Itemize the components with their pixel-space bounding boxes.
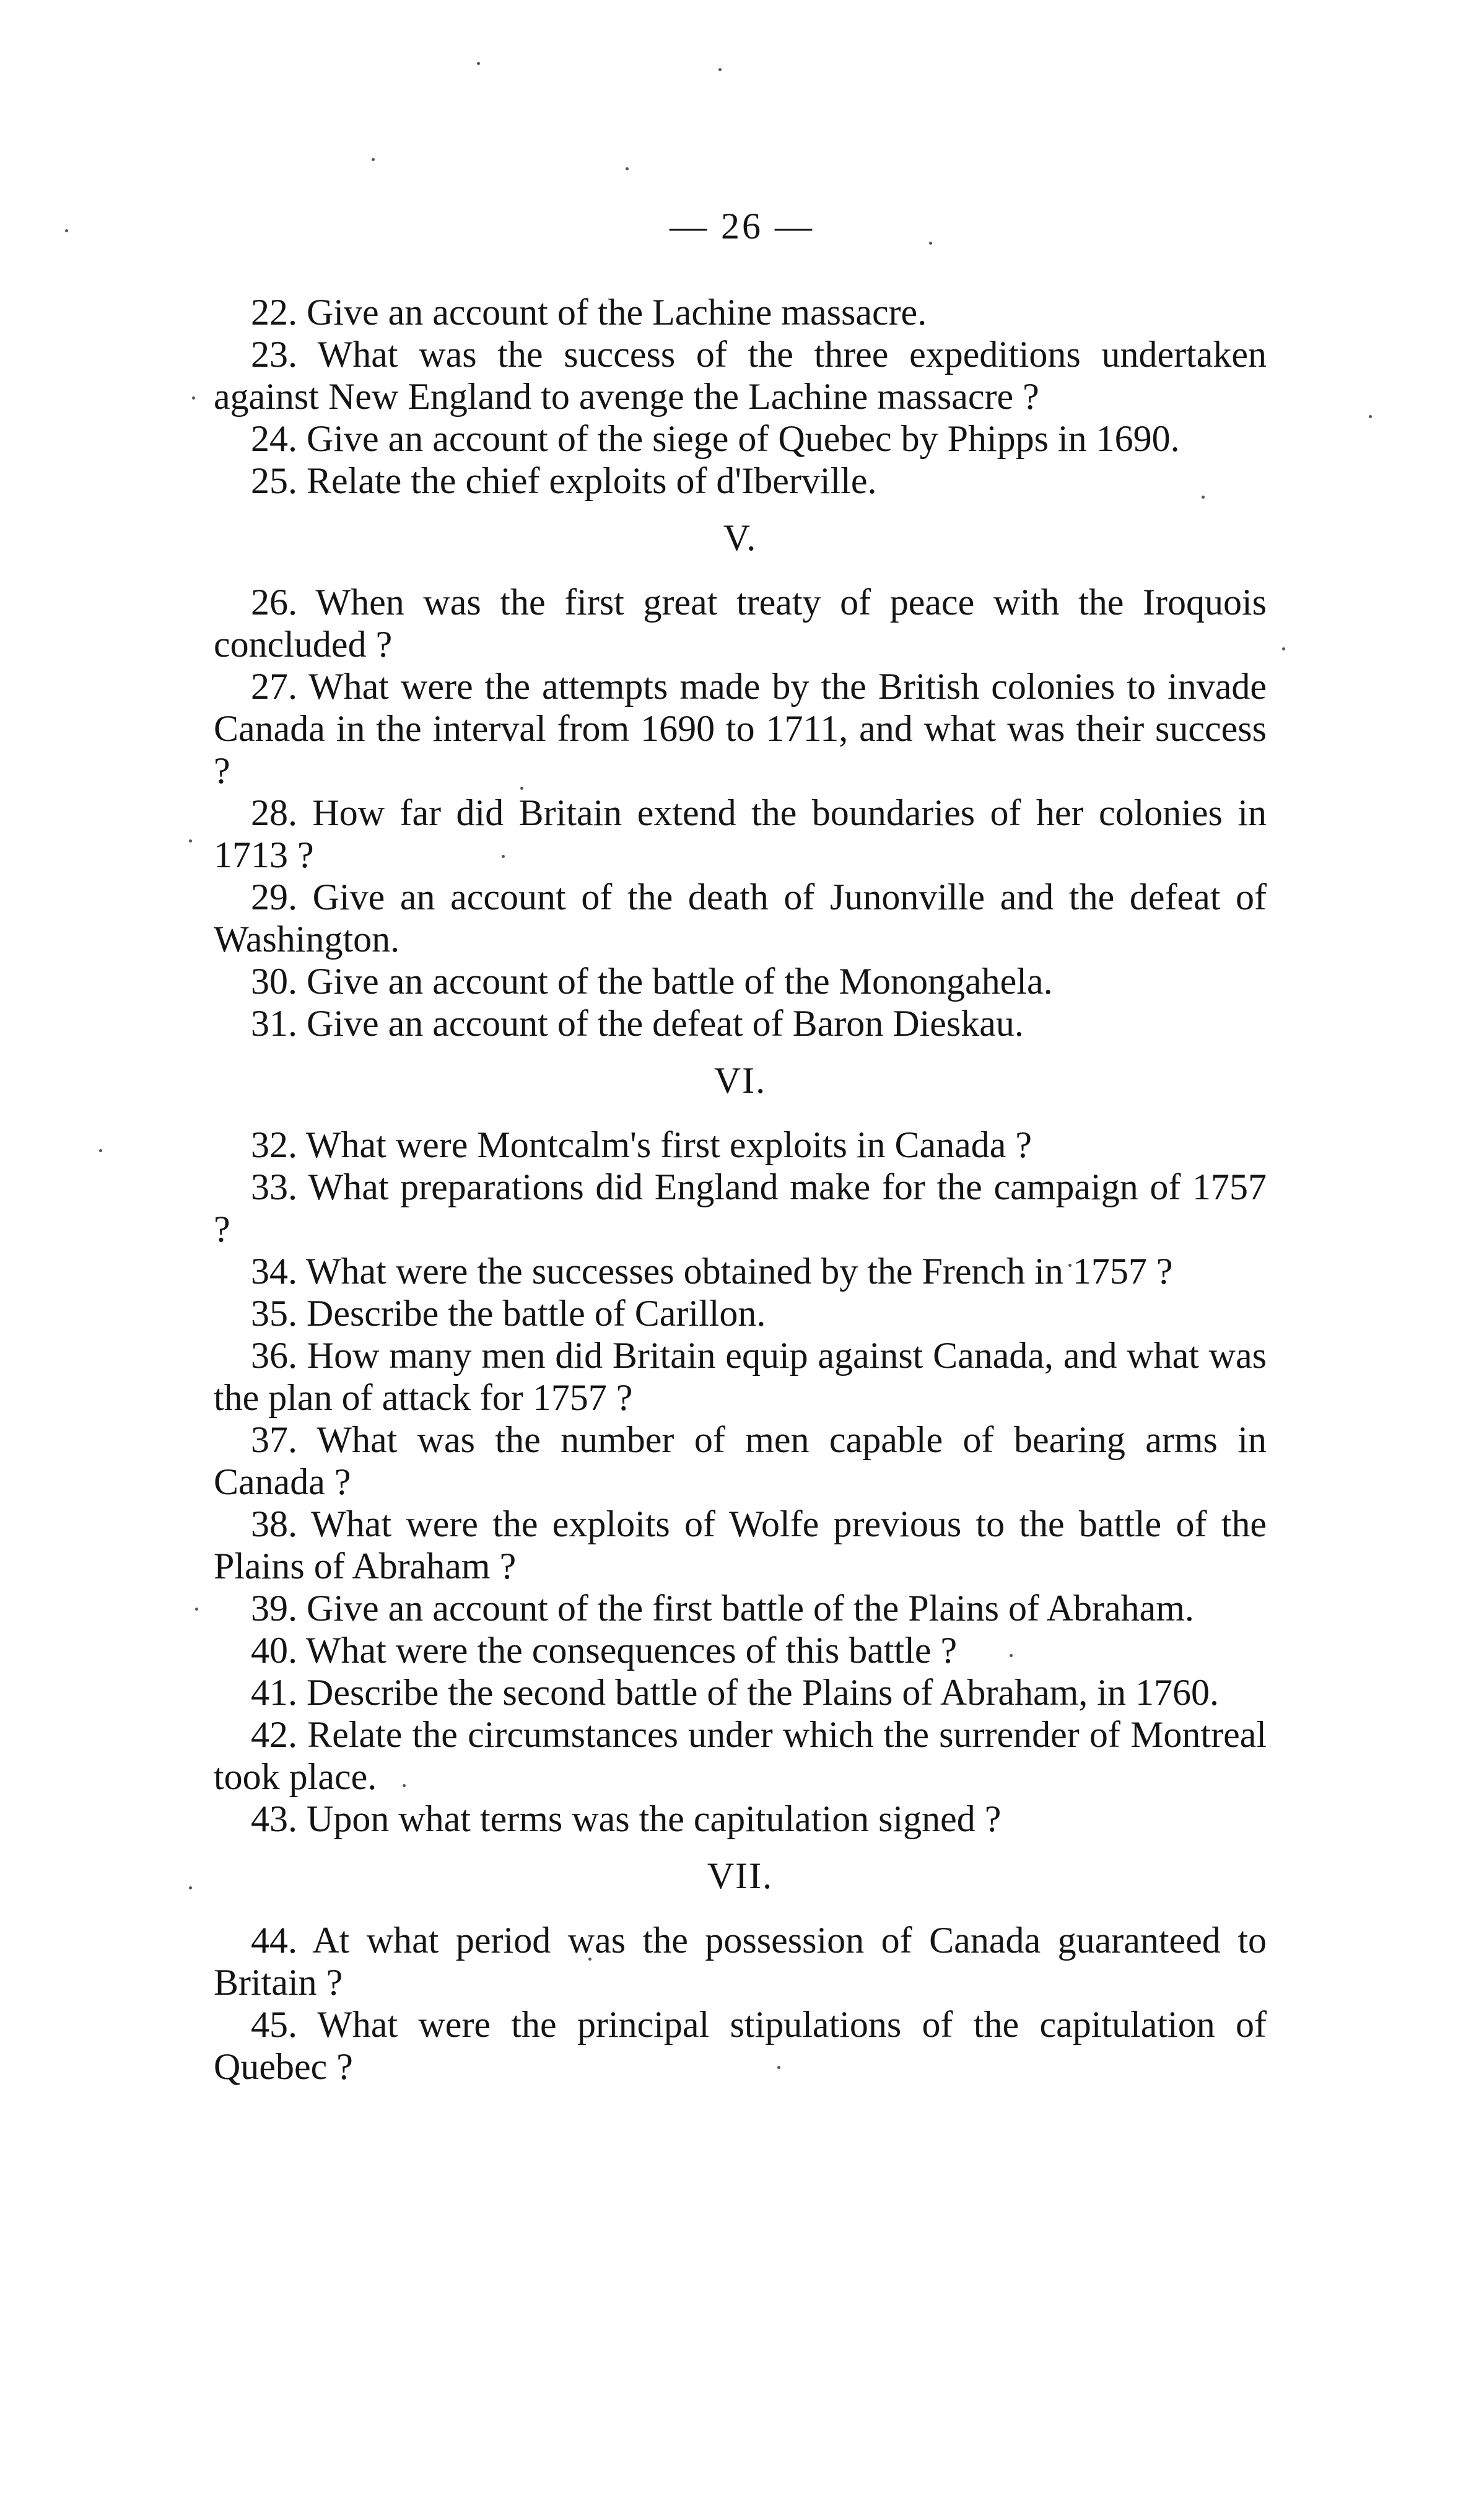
section-vi <box>214 1058 1267 1840</box>
section-heading-vii: VII. <box>707 1855 774 1896</box>
section-v <box>214 515 1267 1044</box>
question-34: 34. What were the successes obtained by the French in 1757 ? <box>251 1251 1173 1292</box>
question-29: 29. Give an account of the death of Junonville and the defeat of Washington. <box>214 877 1267 960</box>
question-41: 41. Describe the second battle of the Plains of Abraham, in 1760. <box>251 1672 1219 1713</box>
question-32: 32. What were Montcalm's first exploits in Canada ? <box>251 1124 1032 1165</box>
question-28: 28. How far did Britain extend the boundaries of her colonies in 1713 ? <box>214 792 1267 875</box>
section-heading-v: V. <box>723 517 757 558</box>
question-31: 31. Give an account of the defeat of Baron Dieskau. <box>251 1003 1024 1044</box>
question-25: 25. Relate the chief exploits of d'Iberville. <box>251 460 877 501</box>
question-24: 24. Give an account of the siege of Quebec by Phipps in 1690. <box>251 418 1180 459</box>
question-43: 43. Upon what terms was the capitulation signed ? <box>251 1798 1002 1839</box>
page-number: — 26 — <box>670 206 814 247</box>
question-22: 22. Give an account of the Lachine massacre. <box>251 292 927 333</box>
question-27: 27. What were the attempts made by the British colonies to invade Canada in the interval from 1690 to 1711, and what was their success ? <box>214 666 1267 791</box>
question-39: 39. Give an account of the first battle of the Plains of Abraham. <box>251 1588 1194 1629</box>
questions-block <box>214 291 1267 2088</box>
question-33: 33. What preparations did England make for the campaign of 1757 ? <box>214 1166 1267 1250</box>
question-30: 30. Give an account of the battle of the Monongahela. <box>251 961 1053 1002</box>
question-38: 38. What were the exploits of Wolfe previous to the battle of the Plains of Abraham ? <box>214 1503 1267 1586</box>
section-heading-vi: VI. <box>714 1060 767 1101</box>
question-42: 42. Relate the circumstances under which the surrender of Montreal took place. <box>214 1714 1267 1797</box>
question-40: 40. What were the consequences of this battle ? <box>251 1630 958 1671</box>
question-44: 44. At what period was the possession of Canada guaranteed to Britain ? <box>214 1920 1267 2003</box>
question-23: 23. What was the success of the three expeditions undertaken against New England to avenge the Lachine massacre ? <box>214 334 1267 417</box>
question-35: 35. Describe the battle of Carillon. <box>251 1293 766 1334</box>
section-continued <box>214 291 1267 502</box>
question-45: 45. What were the principal stipulations of the capitulation of Quebec ? <box>214 2004 1267 2087</box>
question-37: 37. What was the number of men capable of bearing arms in Canada ? <box>214 1419 1267 1502</box>
section-vii <box>214 1853 1267 2088</box>
question-36: 36. How many men did Britain equip against Canada, and what was the plan of attack for 1757 ? <box>214 1335 1267 1418</box>
question-26: 26. When was the first great treaty of peace with the Iroquois concluded ? <box>214 582 1267 665</box>
